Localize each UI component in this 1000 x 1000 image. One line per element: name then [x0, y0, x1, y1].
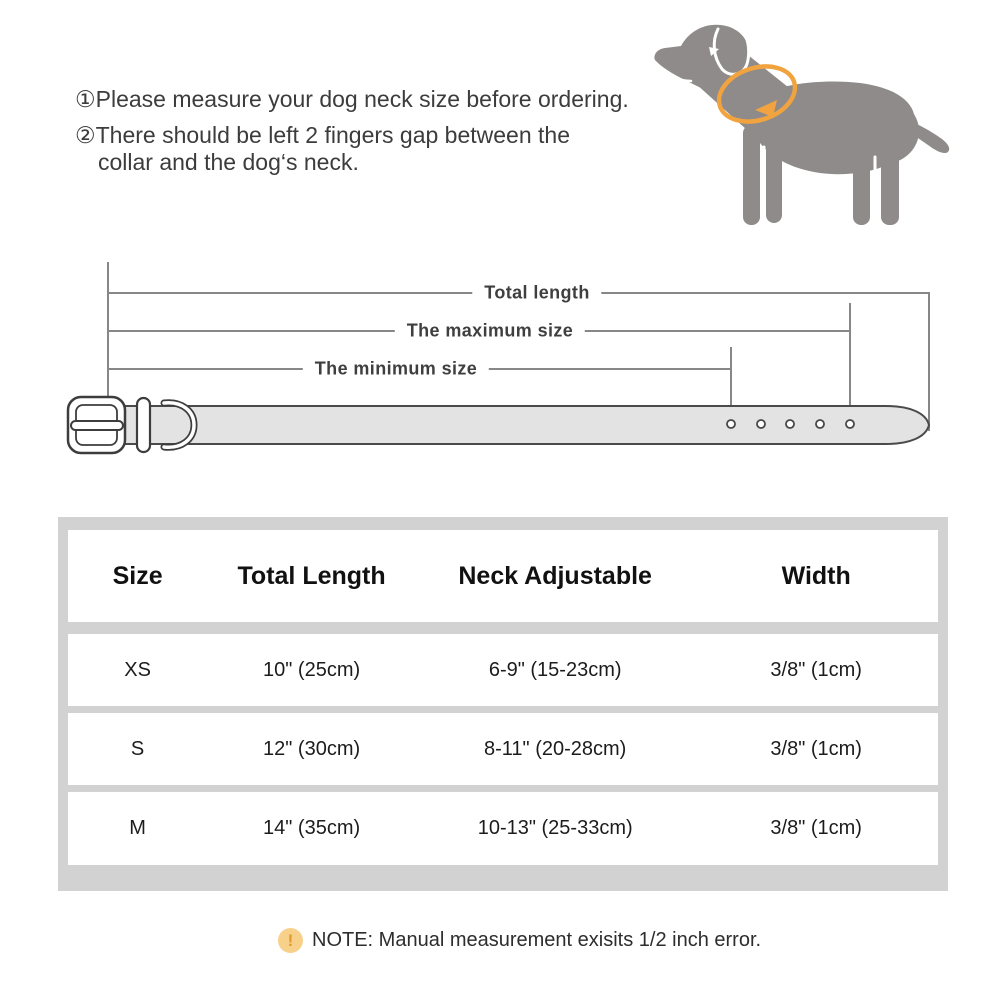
cell-size: S	[130, 737, 145, 760]
cell-total-length: 10" (25cm)	[263, 658, 361, 681]
dog-silhouette	[654, 25, 949, 225]
instruction-2-text-line1: There should be left 2 fingers gap between the	[95, 122, 570, 148]
table-row	[68, 792, 938, 865]
warning-icon: !	[278, 928, 303, 953]
buckle-prong	[71, 421, 123, 430]
minimum-size-label: The minimum size	[303, 359, 489, 380]
cell-size: M	[129, 817, 146, 839]
cell-width: 3/8" (1cm)	[770, 817, 862, 839]
instruction-2-line1	[75, 122, 570, 149]
header-neck-adjustable: Neck Adjustable	[458, 561, 652, 590]
cell-neck-adjustable: 8-11" (20-28cm)	[484, 737, 627, 760]
measurement-note	[278, 928, 761, 953]
table-row	[68, 713, 938, 785]
cell-size: XS	[124, 658, 151, 681]
instruction-2-line2	[98, 149, 359, 176]
table-row	[68, 634, 938, 706]
size-table	[58, 517, 948, 891]
collar-diagram	[60, 394, 940, 456]
total-length-label: Total length	[472, 283, 601, 304]
header-width: Width	[781, 561, 851, 590]
front-leg-gap	[763, 147, 764, 221]
header-total-length: Total Length	[237, 561, 386, 590]
table-header-row	[68, 530, 938, 622]
instruction-1-text: Please measure your dog neck size before ordering.	[95, 86, 629, 112]
instruction-1	[75, 86, 629, 113]
instruction-1-number: ①	[75, 86, 96, 112]
dog-illustration	[645, 15, 965, 235]
header-size: Size	[112, 561, 163, 590]
cell-width: 3/8" (1cm)	[770, 737, 862, 760]
maximum-size-label: The maximum size	[395, 321, 585, 342]
instruction-2-text-line2: collar and the dog‘s neck.	[98, 149, 359, 175]
cell-neck-adjustable: 6-9" (15-23cm)	[488, 658, 622, 681]
cell-total-length: 12" (30cm)	[263, 737, 361, 760]
cell-total-length: 14" (35cm)	[263, 817, 361, 839]
instruction-2-number: ②	[75, 122, 96, 148]
cell-width: 3/8" (1cm)	[770, 658, 862, 681]
cell-neck-adjustable: 10-13" (25-33cm)	[477, 817, 633, 839]
note-text: NOTE: Manual measurement exisits 1/2 inch error.	[312, 929, 762, 951]
collar-strap	[106, 406, 929, 444]
collar-keeper	[137, 398, 150, 452]
